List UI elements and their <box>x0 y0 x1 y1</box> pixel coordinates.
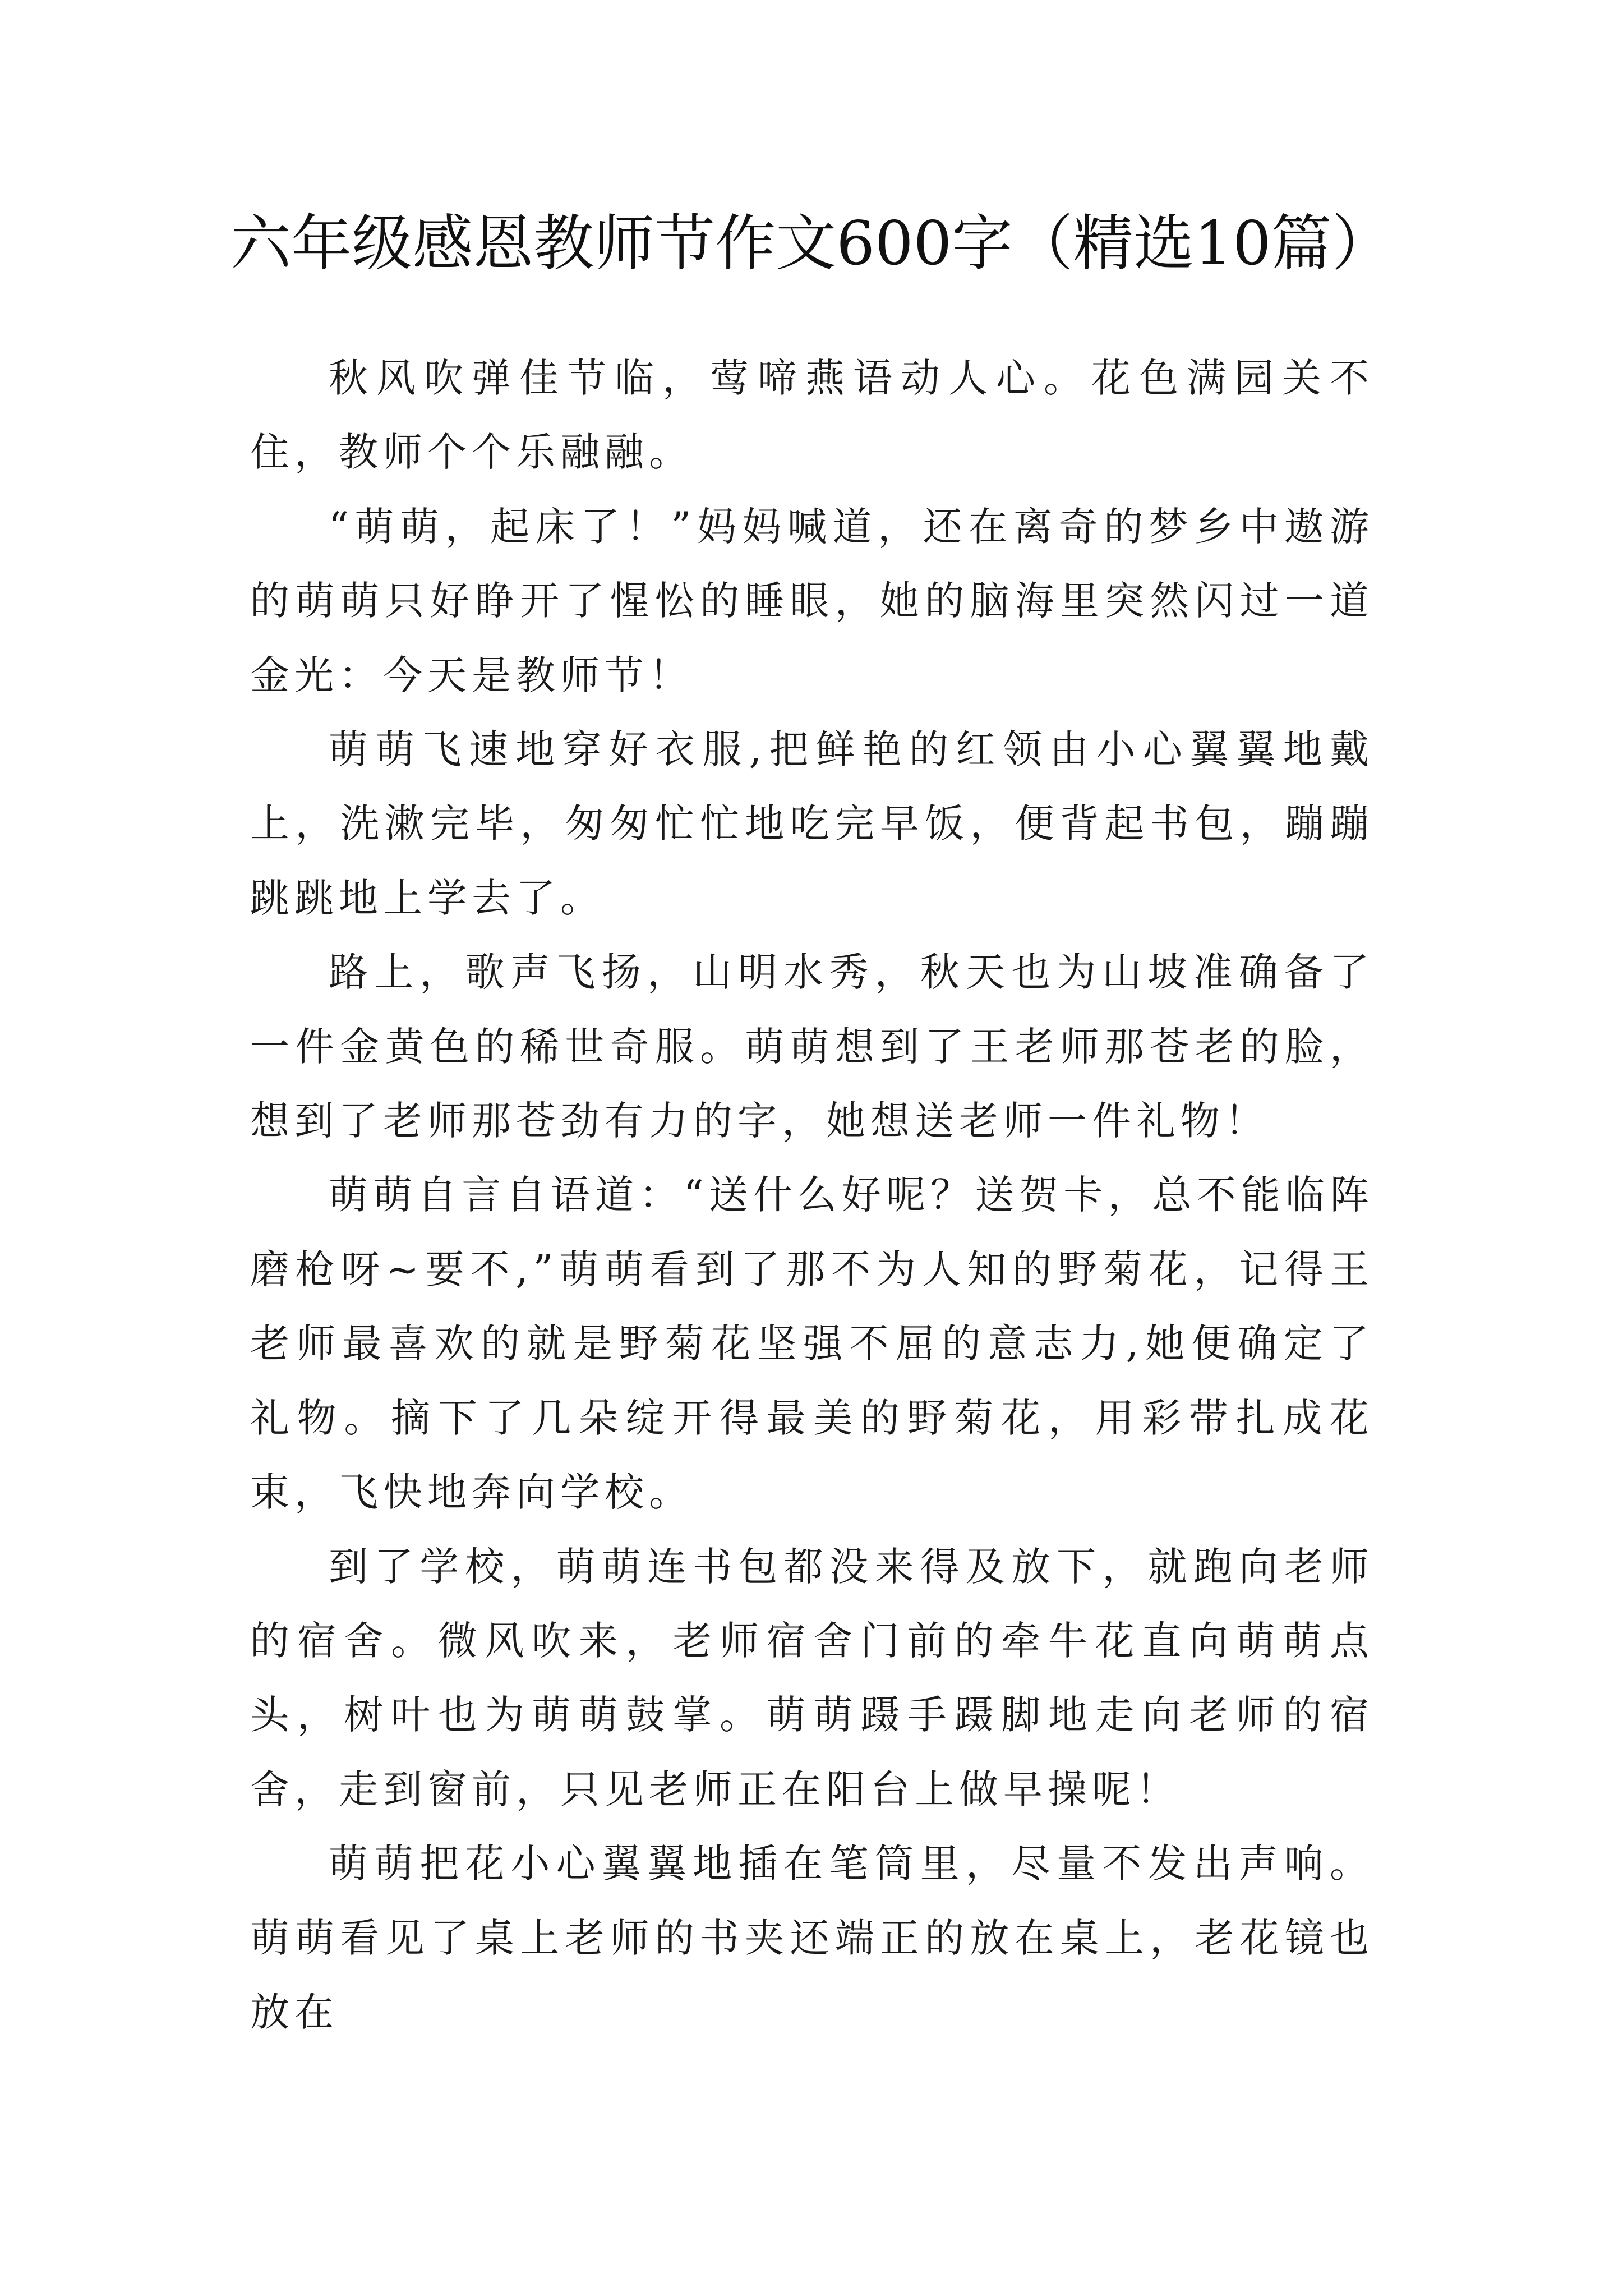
body-paragraph-5: 萌萌自言自语道：“送什么好呢？送贺卡，总不能临阵磨枪呀~要不,”萌萌看到了那不为人知的野菊花，记得王老师最喜欢的就是野菊花坚强不屈的意志力,她便确定了礼物。摘下了几朵绽开得最美的野菊花，用彩带扎成花束，飞快地奔向学校。 <box>250 1172 1374 1516</box>
body-paragraph-1: 秋风吹弹佳节临，莺啼燕语动人心。花色满园关不住，教师个个乐融融。 <box>250 355 1374 476</box>
document-body <box>250 341 1374 2049</box>
body-paragraph-4: 路上，歌声飞扬，山明水秀，秋天也为山坡准确备了一件金黄色的稀世奇服。萌萌想到了王老师那苍老的脸，想到了老师那苍劲有力的字，她想送老师一件礼物！ <box>250 949 1374 1144</box>
body-paragraph-3: 萌萌飞速地穿好衣服,把鲜艳的红领由小心翼翼地戴上，洗漱完毕，匆匆忙忙地吃完早饭，便背起书包，蹦蹦跳跳地上学去了。 <box>250 726 1374 921</box>
body-paragraph-2: “萌萌，起床了！”妈妈喊道，还在离奇的梦乡中遨游的萌萌只好睁开了惺忪的睡眼，她的脑海里突然闪过一道金光：今天是教师节！ <box>250 503 1374 698</box>
document-title: 六年级感恩教师节作文600字（精选10篇） <box>230 209 1393 279</box>
body-paragraph-6: 到了学校，萌萌连书包都没来得及放下，就跑向老师的宿舍。微风吹来，老师宿舍门前的牵牛花直向萌萌点头，树叶也为萌萌鼓掌。萌萌蹑手蹑脚地走向老师的宿舍，走到窗前，只见老师正在阳台上做早操呢！ <box>250 1543 1374 1812</box>
body-paragraph-7: 萌萌把花小心翼翼地插在笔筒里，尽量不发出声响。萌萌看见了桌上老师的书夹还端正的放在桌上，老花镜也放在 <box>250 1841 1374 2035</box>
